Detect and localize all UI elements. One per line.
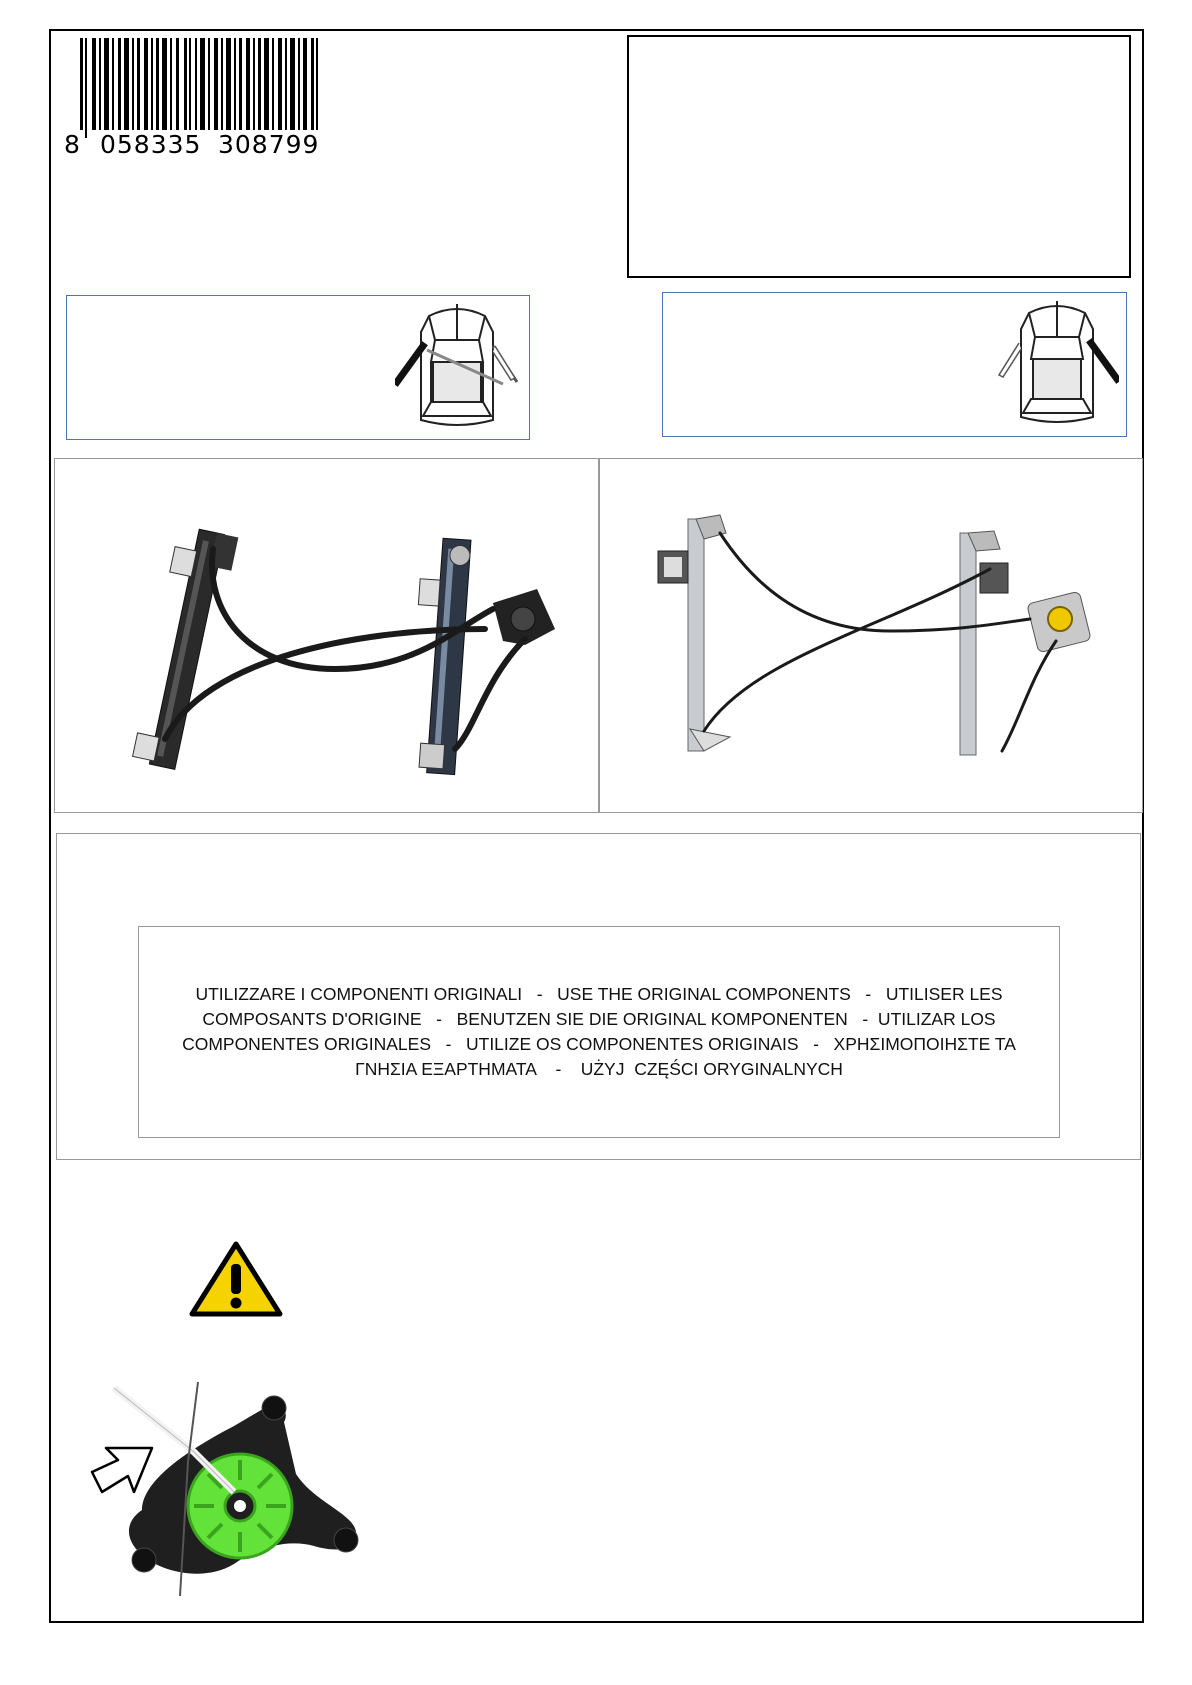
- barcode-bars: [62, 38, 332, 138]
- window-regulator-black-image: [55, 459, 600, 814]
- left-side-box: [66, 295, 530, 440]
- warning-triangle-icon: [188, 1240, 284, 1318]
- barcode: [62, 38, 332, 158]
- notice-line: UTILIZZARE I COMPONENTI ORIGINALI - USE THE ORIGINAL COMPONENTS - UTILISER LES: [195, 984, 1003, 1004]
- barcode-digit-first: 8: [64, 130, 81, 159]
- notice-line: ΓΝΗΣΙΑ ΕΞΑΡΤΗΜΑΤΑ - UŻYJ CZĘŚCI ORYGINALNYCH: [355, 1059, 843, 1079]
- motor-gear-part-photo: [84, 1382, 396, 1596]
- original-components-notice: [149, 982, 1049, 1082]
- barcode-digit-group1: 058335: [100, 130, 202, 159]
- window-regulator-photo-black: [54, 458, 599, 813]
- window-regulator-photo-silver: [599, 458, 1143, 813]
- car-front-right-door-icon: [995, 299, 1119, 429]
- car-front-left-door-icon: [395, 302, 519, 432]
- notice-box: [138, 926, 1060, 1138]
- notice-line: COMPOSANTS D'ORIGINE - BENUTZEN SIE DIE ORIGINAL KOMPONENTEN - UTILIZAR LOS: [202, 1009, 996, 1029]
- info-box: [627, 35, 1131, 278]
- right-side-box: [662, 292, 1127, 437]
- barcode-digit-group2: 308799: [218, 130, 320, 159]
- window-regulator-silver-image: [600, 459, 1144, 814]
- arrow-pointer-icon: [90, 1430, 160, 1500]
- notice-line: COMPONENTES ORIGINALES - UTILIZE OS COMPONENTES ORIGINAIS - ΧΡΗΣΙΜΟΠΟΙΗΣΤΕ ΤΑ: [182, 1034, 1016, 1054]
